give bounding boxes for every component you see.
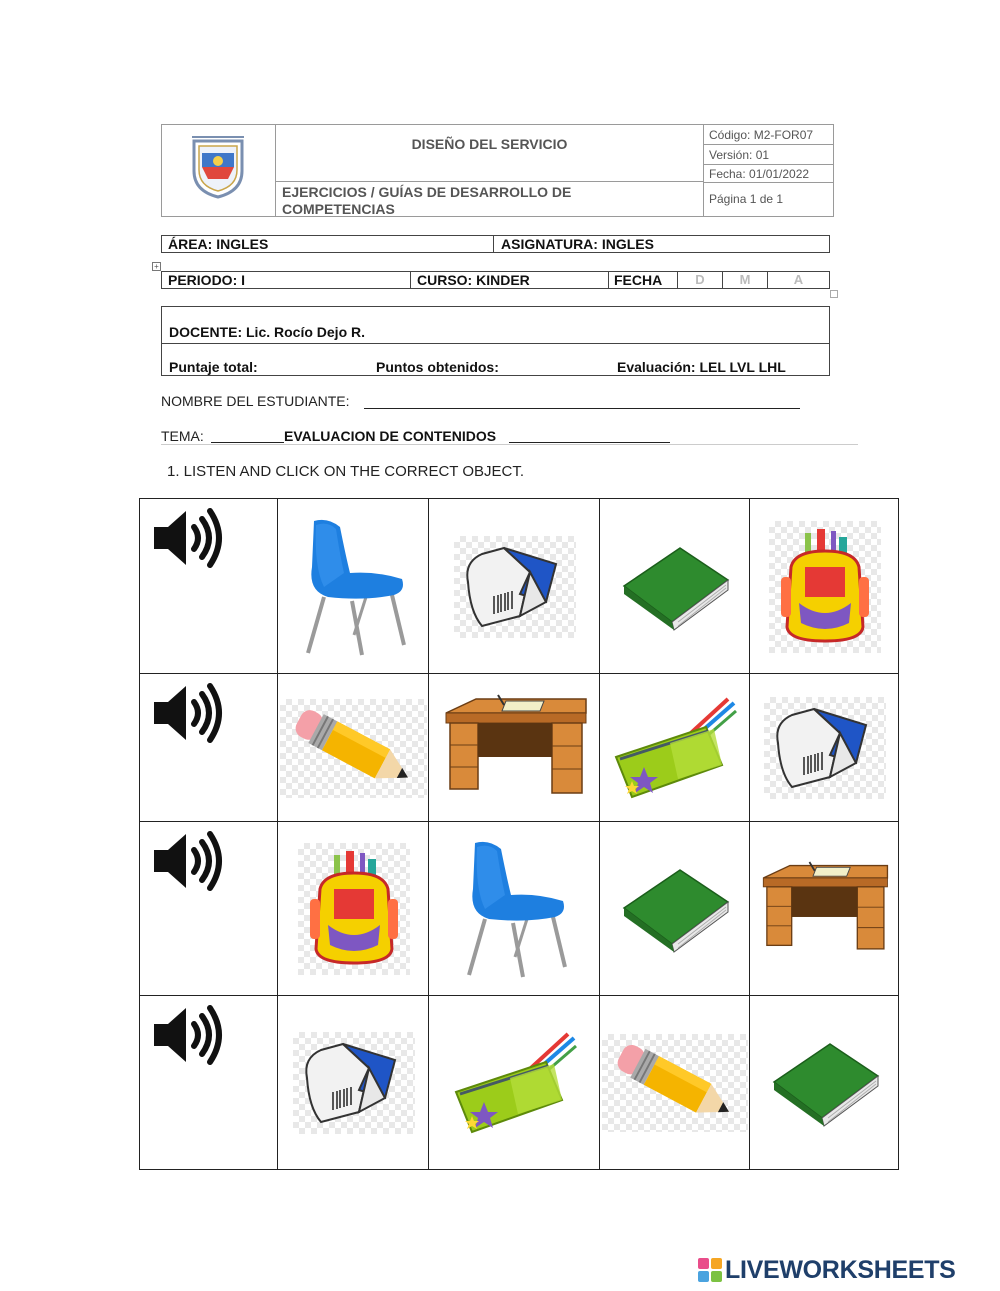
- pencil-icon: [608, 1040, 742, 1126]
- school-crest-icon: [188, 133, 248, 199]
- area-row: [161, 235, 830, 253]
- period-divider: [410, 272, 411, 288]
- option-cell-eraser[interactable]: [278, 996, 429, 1170]
- student-name-label: NOMBRE DEL ESTUDIANTE:: [161, 393, 350, 409]
- year-cell[interactable]: A: [793, 272, 804, 287]
- course-label: CURSO: KINDER: [417, 272, 530, 288]
- desk-icon: [758, 860, 891, 958]
- option-cell-book[interactable]: [750, 996, 899, 1170]
- topic-underline-left: [211, 429, 284, 443]
- chair-icon: [294, 517, 414, 657]
- eraser-icon: [770, 703, 880, 793]
- option-cell-eraser[interactable]: [429, 499, 600, 674]
- period-label: PERIODO: I: [168, 272, 246, 288]
- table-resize-handle-icon: [830, 290, 838, 298]
- total-score-label: Puntaje total:: [169, 359, 258, 375]
- day-cell[interactable]: D: [695, 272, 705, 287]
- speaker-icon[interactable]: [148, 678, 228, 748]
- option-cell-backpack[interactable]: [278, 822, 429, 996]
- pencil-case-icon: [450, 1028, 580, 1138]
- instruction-text: 1. LISTEN AND CLICK ON THE CORRECT OBJECT.: [167, 463, 525, 480]
- option-cell-pencil-case[interactable]: [429, 996, 600, 1170]
- option-cell-chair[interactable]: [429, 822, 600, 996]
- pencil-case-icon: [610, 693, 740, 803]
- document-header: [161, 124, 834, 217]
- header-meta-cell: [704, 125, 833, 216]
- speaker-icon[interactable]: [148, 1000, 228, 1070]
- page-field: Página 1 de 1: [709, 192, 784, 206]
- topic-label: TEMA:: [161, 428, 204, 444]
- header-subtitle: EJERCICIOS / GUÍAS DE DESARROLLO DE COMPETENCIAS: [282, 184, 572, 217]
- date-field: Fecha: 01/01/2022: [704, 165, 833, 183]
- version-field: Versión: 01: [704, 145, 833, 165]
- option-cell-desk[interactable]: [429, 674, 600, 822]
- speaker-icon[interactable]: [148, 503, 228, 573]
- eraser-icon: [460, 542, 570, 632]
- book-icon: [620, 864, 730, 954]
- option-cell-pencil[interactable]: [600, 996, 750, 1170]
- backpack-icon: [304, 849, 404, 969]
- speaker-icon[interactable]: [148, 826, 228, 896]
- desk-icon: [440, 693, 590, 803]
- topic-underline-right: [509, 429, 670, 443]
- month-cell[interactable]: M: [739, 272, 751, 287]
- option-cell-book[interactable]: [600, 499, 750, 674]
- audio-cell: [140, 822, 278, 996]
- pencil-icon: [286, 705, 421, 792]
- student-name-input[interactable]: [364, 395, 800, 409]
- exercise-grid: [139, 498, 899, 1170]
- header-divider: [276, 181, 703, 182]
- teacher-divider: [162, 343, 829, 344]
- liveworksheets-badge-icon: [698, 1258, 722, 1282]
- teacher-block: [161, 306, 830, 376]
- option-cell-pencil[interactable]: [278, 674, 429, 822]
- chair-icon: [455, 839, 575, 979]
- book-icon: [620, 542, 730, 632]
- course-divider: [608, 272, 609, 288]
- period-row: [161, 271, 830, 289]
- area-divider: [493, 236, 494, 252]
- option-cell-desk[interactable]: [750, 822, 899, 996]
- evaluation-label: Evaluación: LEL LVL LHL: [617, 359, 786, 375]
- option-cell-eraser[interactable]: [750, 674, 899, 822]
- points-earned-label: Puntos obtenidos:: [376, 359, 499, 375]
- audio-cell: [140, 499, 278, 674]
- date-label: FECHA: [614, 272, 663, 288]
- header-title-cell: [276, 125, 704, 216]
- audio-cell: [140, 674, 278, 822]
- area-label: ÁREA: INGLES: [168, 236, 269, 252]
- section-divider: [161, 444, 858, 445]
- option-cell-chair[interactable]: [278, 499, 429, 674]
- option-cell-pencil-case[interactable]: [600, 674, 750, 822]
- topic-value: EVALUACION DE CONTENIDOS: [284, 428, 497, 444]
- option-cell-backpack[interactable]: [750, 499, 899, 674]
- subject-label: ASIGNATURA: INGLES: [501, 236, 654, 252]
- audio-cell: [140, 996, 278, 1170]
- teacher-name: DOCENTE: Lic. Rocío Dejo R.: [169, 324, 366, 340]
- table-move-handle-icon: +: [152, 262, 161, 271]
- header-title: DISEÑO DEL SERVICIO: [411, 136, 568, 152]
- eraser-icon: [299, 1038, 409, 1128]
- backpack-icon: [775, 527, 875, 647]
- school-logo-cell: [162, 125, 276, 216]
- code-field: Código: M2-FOR07: [704, 125, 833, 145]
- book-icon: [770, 1038, 880, 1128]
- liveworksheets-wordmark: LIVEWORKSHEETS: [725, 1256, 956, 1284]
- option-cell-book[interactable]: [600, 822, 750, 996]
